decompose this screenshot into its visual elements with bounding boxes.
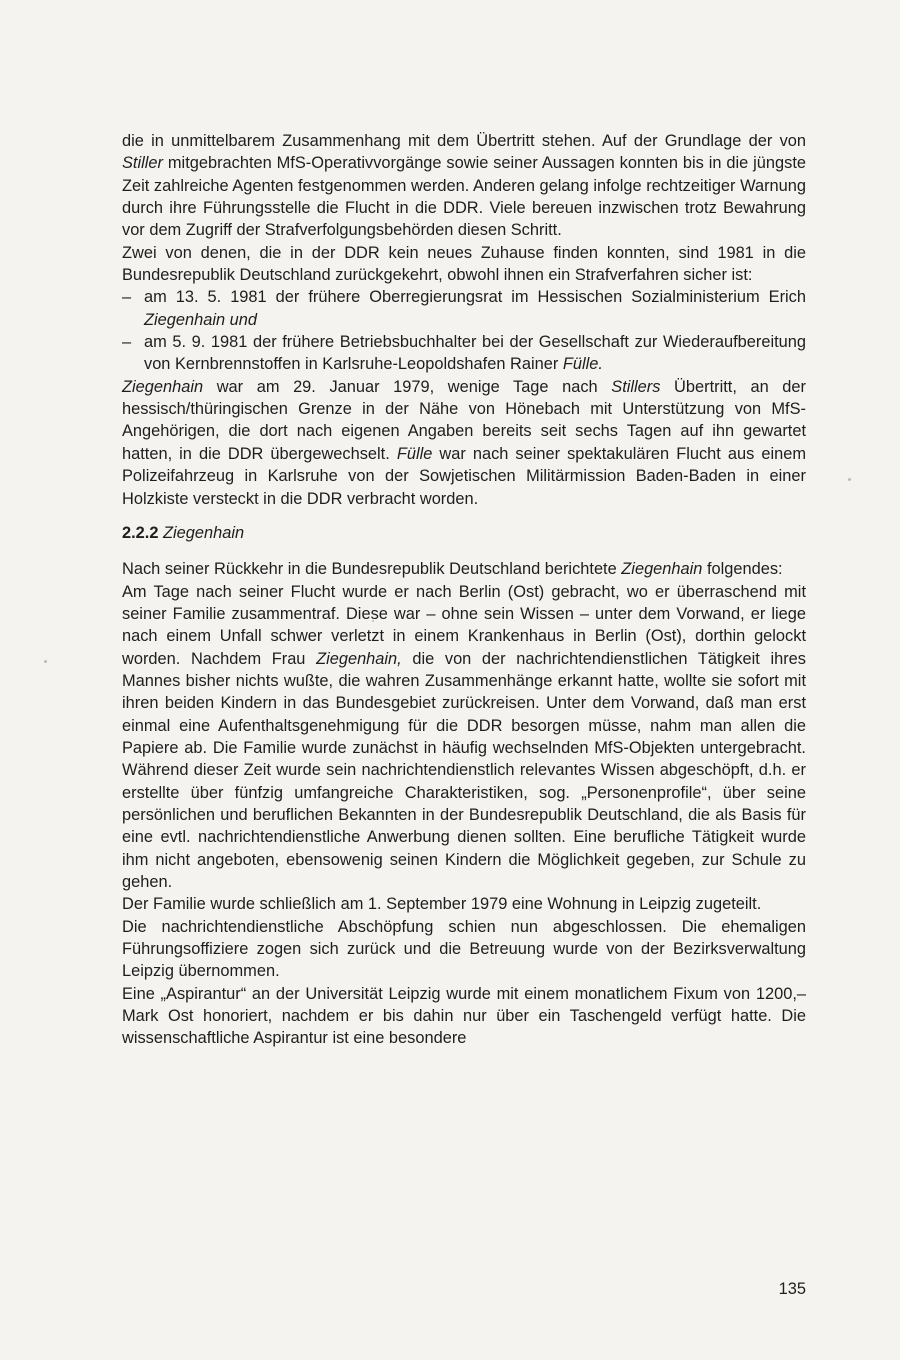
paragraph-debriefing bbox=[122, 916, 806, 983]
text-run: Der Familie wurde schließlich am 1. September 1979 eine Wohnung in Leipzig zugeteilt. bbox=[122, 895, 762, 914]
list-dash: – bbox=[122, 333, 132, 352]
list-item bbox=[122, 331, 806, 376]
text-run: folgendes: bbox=[702, 560, 783, 579]
list-item bbox=[122, 286, 806, 331]
text-run: Die nachrichtendienstliche Abschöpfung schien nun abgeschlossen. Die ehemaligen Führungsoffiziere zogen sich zurück und die Betreuung wurde von der Bezirksverwaltung Leipzig übernommen. bbox=[122, 917, 806, 981]
body-text bbox=[122, 130, 806, 1050]
text-run: Nach seiner Rückkehr in die Bundesrepublik Deutschland berichtete bbox=[122, 560, 622, 579]
scan-speck bbox=[848, 478, 851, 481]
paragraph-intro bbox=[122, 130, 806, 242]
section-number: 2.2.2 bbox=[122, 523, 159, 542]
italic-run: Stiller bbox=[122, 154, 163, 173]
list-item-text bbox=[144, 286, 806, 331]
section-title: Ziegenhain bbox=[163, 523, 245, 542]
scan-speck bbox=[44, 660, 47, 663]
italic-run: Stillers bbox=[611, 377, 661, 396]
italic-run: Ziegenhain bbox=[122, 377, 204, 396]
text-run: die von der nachrichtendienstlichen Tätigkeit ihres Mannes bisher nichts wußte, die wahren Zusammenhänge erkannt hatte, wollte sie sofort mit ihren beiden Kindern in das Bundesgebiet zurückreisen. Unter dem Vorwand, daß man erst einmal eine Aufenthaltsgenehmigung für die DDR besorgen müsse, nahm man allen die Papiere ab. Die Familie wurde zunächst in häufig wechselnden MfS-Objekten untergebracht. Während dieser Zeit wurde sein nachrichtendienstlich relevantes Wissen abgeschöpft, d.h. er erstellte über fünfzig umfangreiche Charakteristiken, sog. „Personenprofile“, über seine persönlichen und beruflichen Bekannten in der Bundesrepublik Deutschland, die als Basis für eine evtl. nachrichtendienstliche Anwerbung dienen sollten. Eine berufliche Tätigkeit wurde ihm nicht angeboten, ebensowenig seinen Kindern die Möglichkeit gegeben, zur Schule zu gehen. bbox=[122, 649, 806, 891]
text-run: war am 29. Januar 1979, wenige Tage nach bbox=[203, 377, 612, 396]
paragraph-report bbox=[122, 581, 806, 894]
italic-run: Ziegenhain, bbox=[316, 649, 402, 668]
italic-run: Fülle. bbox=[562, 355, 603, 374]
paragraph-apartment bbox=[122, 893, 806, 915]
text-run: Am Tage nach seiner Flucht wurde er nach Berlin (Ost) gebracht, wo er überraschend mit seiner Familie zusammentraf. Diese war – ohne sein Wissen – unter dem Vorwand, er liege nach einem Unfall schwer verletzt in einem Krankenhaus in Berlin (Ost), dorthin gelockt worden. Nachdem Frau bbox=[122, 582, 806, 668]
paragraph-report-intro bbox=[122, 558, 806, 580]
text-run: war nach seiner spektakulären Flucht aus einem Polizeifahrzeug in Karlsruhe von der Sowjetischen Militärmission Baden-Baden in einer Holzkiste versteckt in die DDR verbracht worden. bbox=[122, 444, 806, 508]
text-run: die in unmittelbarem Zusammenhang mit dem Übertritt stehen. Auf der Grundlage der von bbox=[122, 132, 806, 150]
section-heading bbox=[122, 522, 806, 544]
text-run: Zwei von denen, die in der DDR kein neues Zuhause finden konnten, sind 1981 in die Bundesrepublik Deutschland zurückgekehrt, obwohl ihnen ein Strafverfahren sicher ist: bbox=[122, 243, 806, 285]
italic-run: Ziegenhain und bbox=[144, 310, 258, 329]
list-item-text bbox=[144, 331, 806, 376]
text-run: am 5. 9. 1981 der frühere Betriebsbuchhalter bei der Gesellschaft zur Wiederaufbereitung von Kernbrennstoffen in Karlsruhe-Leopoldshafen Rainer bbox=[144, 333, 806, 374]
text-run: Eine „Aspirantur“ an der Universität Leipzig wurde mit einem monatlichem Fixum von 1200,– Mark Ost honoriert, nachdem er bis dahin nur über ein Taschengeld verfügt hatte. Die wissenschaftliche Aspirantur ist eine besondere bbox=[122, 984, 806, 1048]
page-number: 135 bbox=[778, 1280, 806, 1298]
text-run: am 13. 5. 1981 der frühere Oberregierungsrat im Hessischen Sozialministerium Erich bbox=[144, 288, 806, 307]
text-run: Übertritt, an der hessisch/thüringischen Grenze in der Nähe von Hönebach mit Unterstützung von MfS-Angehörigen, die dort nach eigenen Angaben bereits seit sechs Tagen auf ihn gewartet hatten, in die DDR übergewechselt. bbox=[122, 377, 806, 463]
italic-run: Ziegenhain bbox=[621, 560, 703, 579]
paragraph-aspirantur bbox=[122, 983, 806, 1050]
list-dash: – bbox=[122, 288, 132, 307]
paragraph-escape bbox=[122, 376, 806, 510]
text-run: mitgebrachten MfS-Operativvorgänge sowie seiner Aussagen konnten bis in die jüngste Zeit zahlreiche Agenten festgenommen werden. Anderen gelang infolge rechtzeitiger Warnung durch ihre Führungsstelle die Flucht in die DDR. Viele bereuen inzwischen trotz Bewahrung vor dem Zugriff der Strafverfolgungsbehörden diesen Schritt. bbox=[122, 154, 806, 240]
italic-run: Fülle bbox=[396, 444, 433, 463]
paragraph-returnees bbox=[122, 242, 806, 287]
